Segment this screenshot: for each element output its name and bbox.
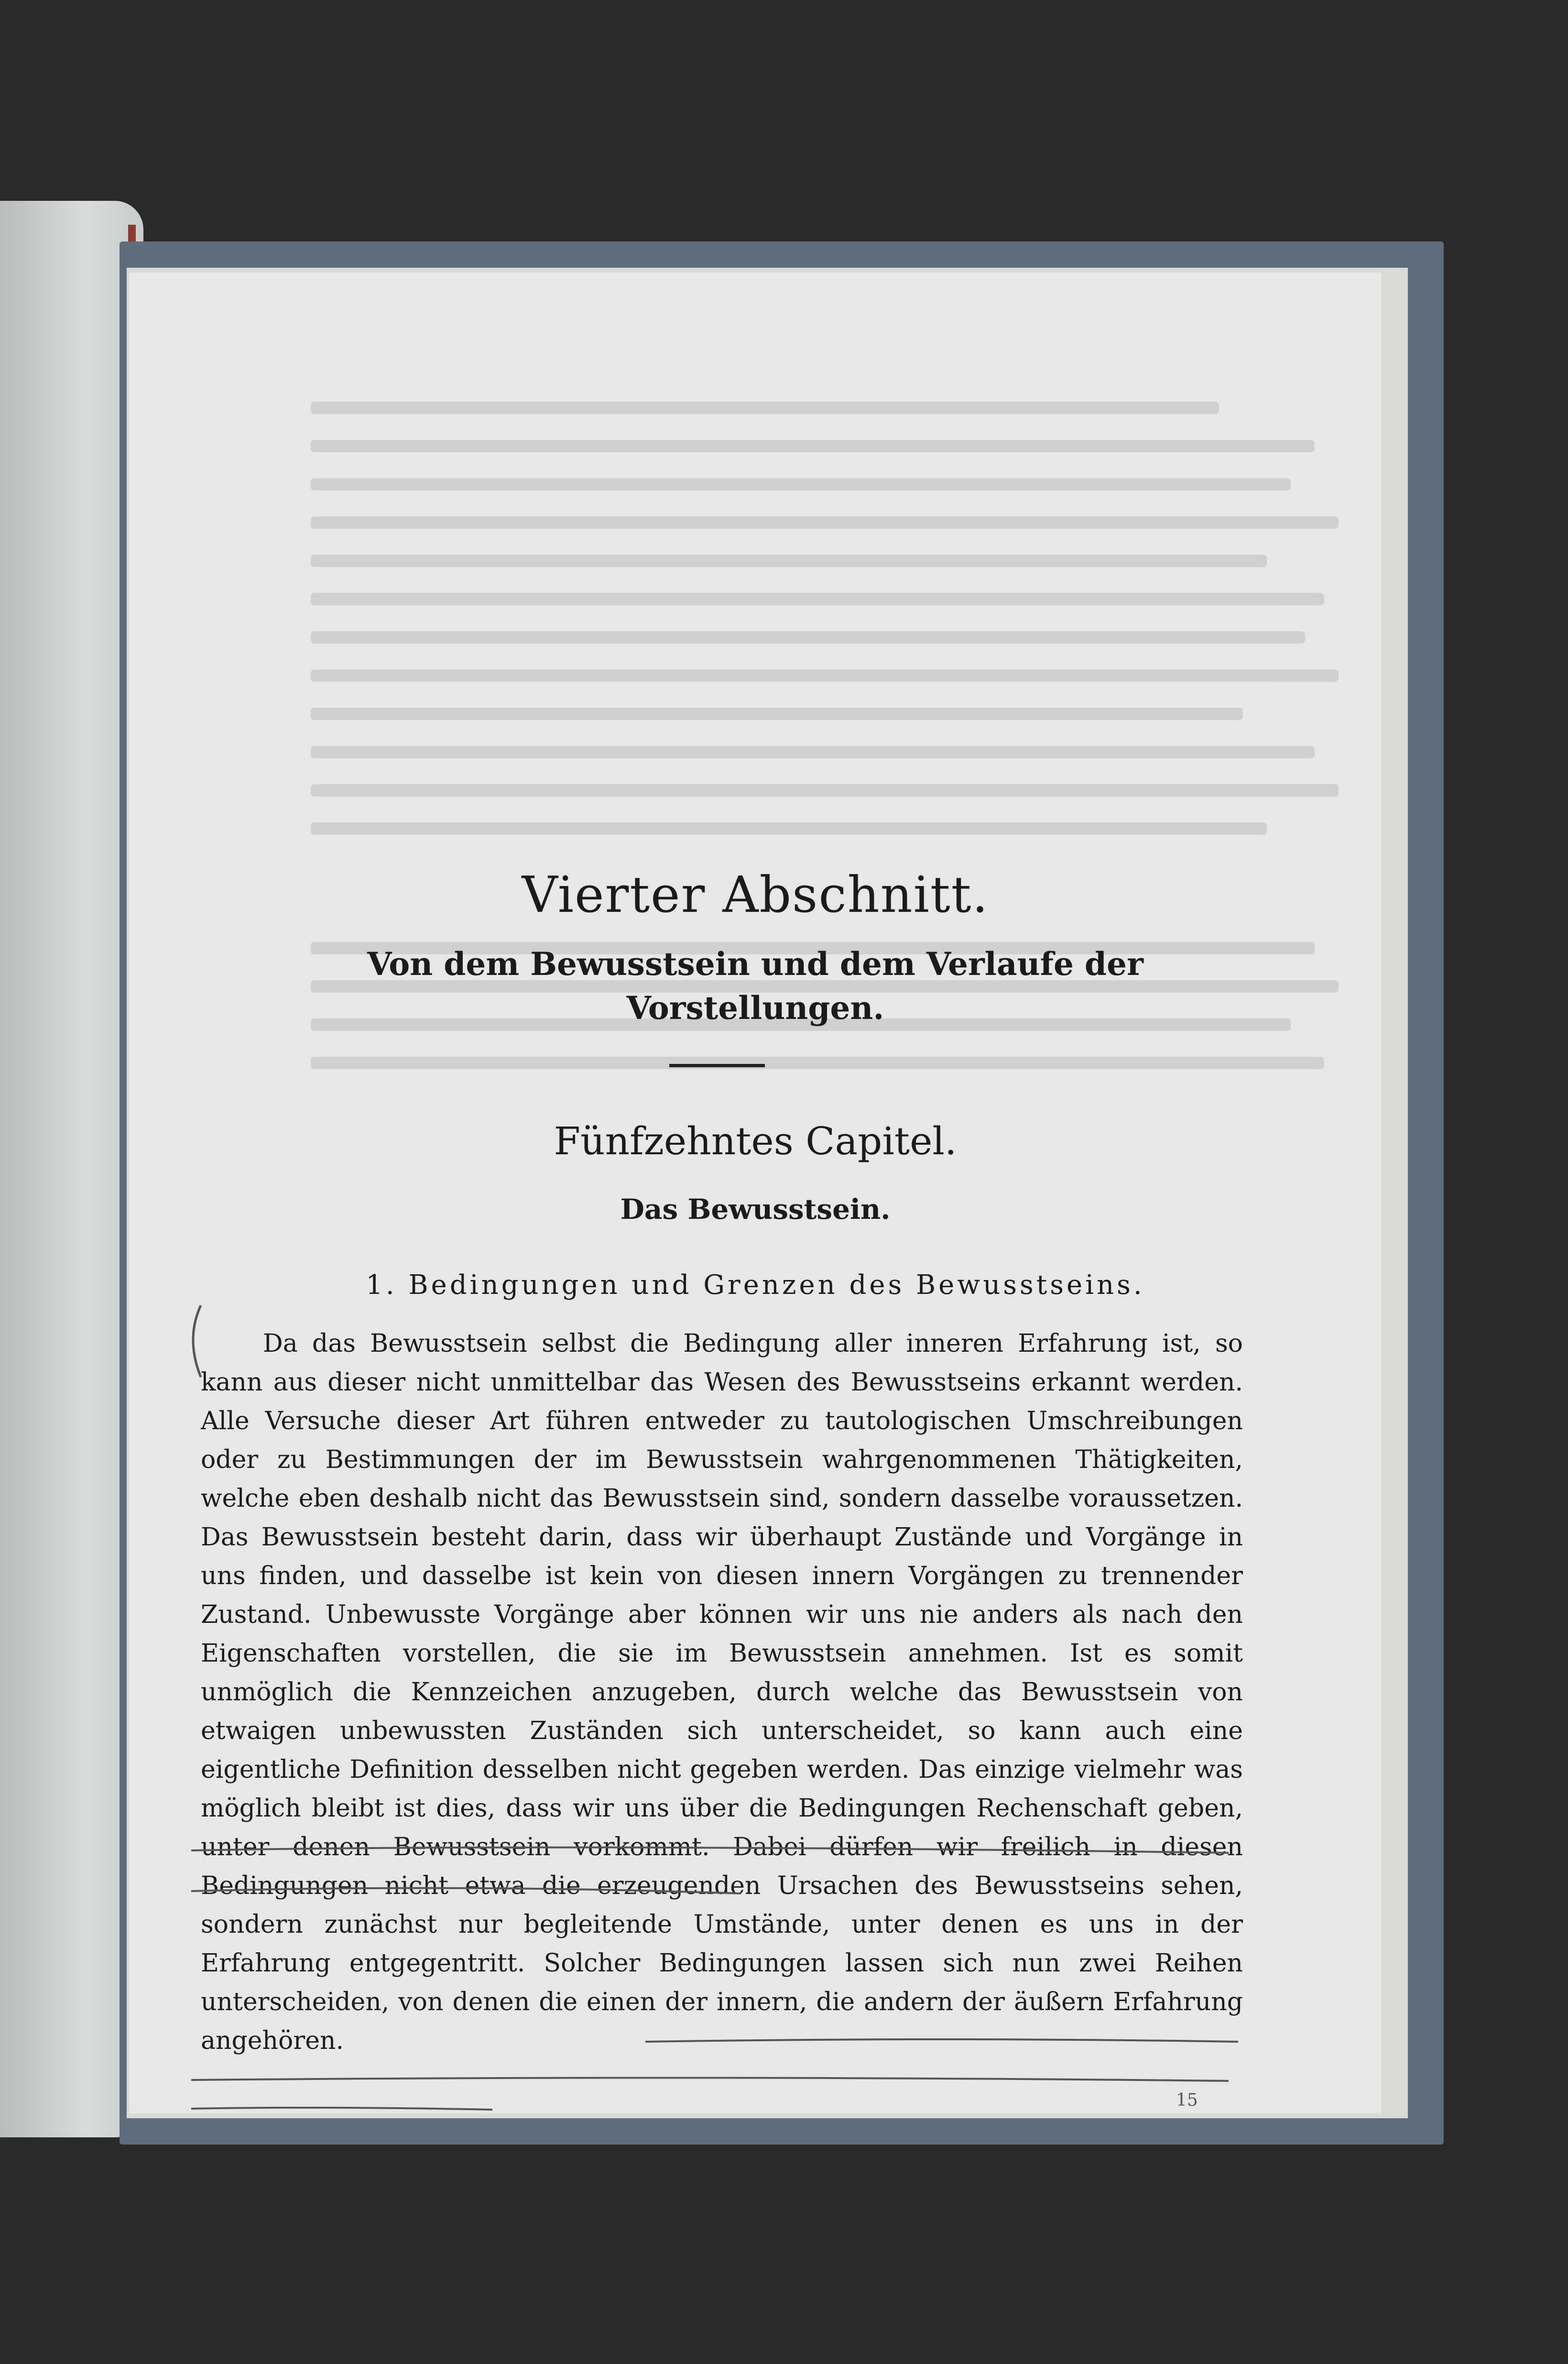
part-title: Vierter Abschnitt. <box>522 865 989 924</box>
book-page <box>129 273 1382 2113</box>
body-paragraph: Da das Bewusstsein selbst die Bedingung aller inneren Erfahrung ist, so kann aus dieser nicht unmittelbar das Wesen des Bewusstseins erkannt werden. Alle Versuche dieser Art führen entweder zu tautologischen Umschreibungen oder zu Bestimmungen der im Bewusstsein wahrgenommenen Thätigkeiten, welche eben deshalb nicht das Bewusstsein sind, sondern dasselbe voraussetzen. Das Bewusstsein besteht darin, dass wir überhaupt Zustände und Vorgänge in uns finden, und dasselbe ist kein von diesen innern Vorgängen zu trennender Zustand. Unbewusste Vorgänge aber können wir uns nie anders als nach den Eigenschaften vorstellen, die sie im Bewusstsein annehmen. Ist es somit unmöglich die Kennzeichen anzugeben, durch welche das Bewusstsein von etwaigen unbewussten Zuständen sich unterscheidet, so kann auch eine eigentliche Definition desselben nicht gegeben werden. Das einzige vielmehr was möglich bleibt ist dies, dass wir uns über die Bedingungen Rechenschaft geben, unter denen Bewusstsein vorkommt. Dabei dürfen wir freilich in diesen Bedingungen nicht etwa die erzeugenden Ursachen des Bewusstseins sehen, sondern zunächst nur begleitende Umstände, unter denen es uns in der Erfahrung entgegentritt. Solcher Bedingungen lassen sich nun zwei Reihen unterscheiden, von denen die einen der innern, die andern der äußern Erfahrung angehören. <box>201 1329 1243 2055</box>
page-number: 15 <box>1176 2090 1198 2110</box>
chapter-title: Fünfzehntes Capitel. <box>554 1119 957 1163</box>
section-title: 1. Bedingungen und Grenzen des Bewusstseins. <box>366 1270 1145 1301</box>
chapter-subtitle: Das Bewusstsein. <box>620 1193 891 1226</box>
page-footer <box>196 2090 1248 2110</box>
title-rule <box>669 1064 765 1067</box>
part-subtitle: Von dem Bewusstsein und dem Verlaufe der Vorstellungen. <box>367 945 1143 1027</box>
